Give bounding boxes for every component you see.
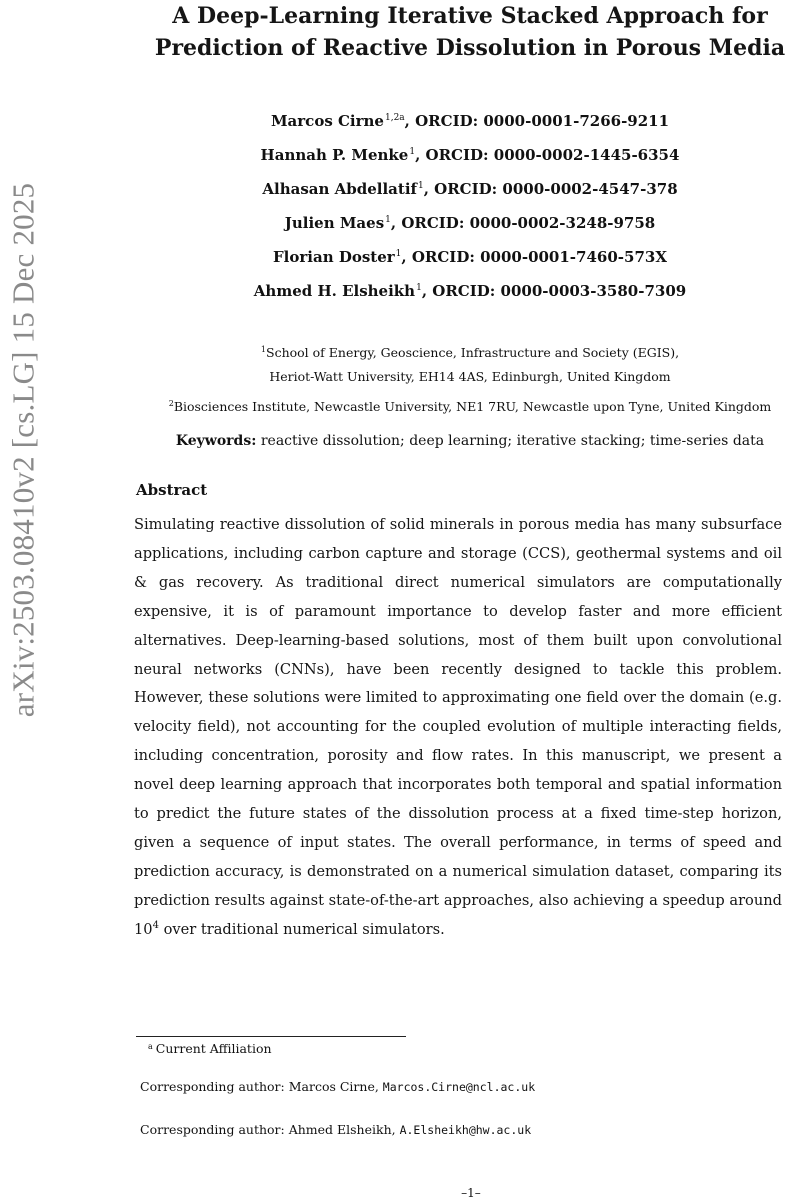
author (130, 138, 810, 172)
author-name: Hannah P. Menke (260, 146, 409, 164)
author-affiliation-mark: 1 (417, 181, 424, 191)
author-orcid: , ORCID: 0000-0003-3580-7309 (421, 282, 687, 300)
author-orcid: , ORCID: 0000-0002-4547-378 (423, 180, 678, 198)
arxiv-id: arXiv:2503.08410v2 [cs.LG] 15 Dec 2025 (5, 182, 40, 718)
affiliation-mark: 1 (260, 345, 267, 354)
affiliation-list (130, 339, 810, 420)
keywords-text: reactive dissolution; deep learning; iterative stacking; time-series data (256, 433, 765, 449)
author-list (130, 104, 810, 308)
footnote-text: Current Affiliation (155, 1041, 272, 1056)
speedup-exponent: 4 (152, 919, 159, 931)
author-name: Florian Doster (273, 248, 395, 266)
corresponding-label: Corresponding author: Marcos Cirne, (140, 1079, 383, 1094)
author (130, 172, 810, 206)
affiliation-text: School of Energy, Geoscience, Infrastructure and Society (EGIS), (266, 345, 680, 360)
author-name: Ahmed H. Elsheikh (253, 282, 416, 300)
author-name: Alhasan Abdellatif (262, 180, 417, 198)
author (130, 206, 810, 240)
author-name: Julien Maes (284, 214, 385, 232)
affiliation (130, 393, 810, 420)
corresponding-author (140, 1122, 531, 1137)
affiliation (130, 366, 810, 393)
corresponding-author (140, 1079, 535, 1094)
abstract-tail: over traditional numerical simulators. (158, 920, 445, 938)
author (130, 104, 810, 138)
author (130, 274, 810, 308)
affiliation-text: Heriot-Watt University, EH14 4AS, Edinburgh, United Kingdom (269, 369, 671, 384)
author-orcid: , ORCID: 0000-0001-7460-573X (401, 248, 667, 266)
author-orcid: , ORCID: 0000-0002-3248-9758 (390, 214, 656, 232)
author-orcid: , ORCID: 0000-0002-1445-6354 (415, 146, 680, 164)
abstract-body (134, 511, 782, 945)
author (130, 240, 810, 274)
corresponding-label: Corresponding author: Ahmed Elsheikh, (140, 1122, 400, 1137)
email-link[interactable]: A.Elsheikh@hw.ac.uk (399, 1123, 532, 1137)
keywords-label: Keywords: (175, 433, 257, 449)
author-affiliation-mark: 1,2a (384, 113, 405, 123)
abstract-text: Simulating reactive dissolution of solid minerals in porous media has many subsurface applications, including carbon capture and storage (CCS), geothermal systems and oil & gas recovery. As traditional direct numerical simulators are computationally expensive, it is of paramount importance to develop faster and more efficient alternatives. Deep-learning-based solutions, most of them built upon convolutional neural networks (CNNs), have been recently designed to tackle this problem. However, these solutions were limited to approximating one field over the domain (e.g. velocity field), not accounting for the coupled evolution of multiple interacting fields, including concentration, porosity and flow rates. In this manuscript, we present a novel deep learning approach that incorporates both temporal and spatial information to predict the future states of the dissolution process at a fixed time-step horizon, given a sequence of input states. The overall performance, in terms of speed and prediction accuracy, is demonstrated on a numerical simulation dataset, comparing its prediction results against state-of-the-art approaches, also achieving a speedup around 10 (134, 516, 782, 938)
email-link[interactable]: Marcos.Cirne@ncl.ac.uk (382, 1080, 536, 1094)
author-affiliation-mark: 1 (385, 215, 391, 225)
affiliation-mark: 2 (168, 399, 174, 408)
footnote-mark: a (148, 1042, 153, 1051)
keywords (130, 433, 810, 449)
page-number: –1– (461, 1186, 481, 1200)
footnote-rule (136, 1036, 406, 1037)
paper-title (130, 0, 810, 64)
affiliation (130, 339, 810, 366)
abstract-heading: Abstract (136, 481, 208, 499)
title-line-1: A Deep-Learning Iterative Stacked Approach for (172, 3, 768, 29)
affiliation-text: Biosciences Institute, Newcastle University, NE1 7RU, Newcastle upon Tyne, United Kingdom (173, 399, 772, 414)
author-affiliation-mark: 1 (395, 249, 402, 259)
arxiv-stamp (2, 182, 44, 718)
author-affiliation-mark: 1 (409, 147, 416, 157)
author-orcid: , ORCID: 0000-0001-7266-9211 (404, 112, 670, 130)
footnote (148, 1041, 272, 1056)
author-name: Marcos Cirne (270, 112, 384, 130)
author-affiliation-mark: 1 (416, 283, 422, 293)
title-line-2: Prediction of Reactive Dissolution in Porous Media (154, 35, 786, 61)
